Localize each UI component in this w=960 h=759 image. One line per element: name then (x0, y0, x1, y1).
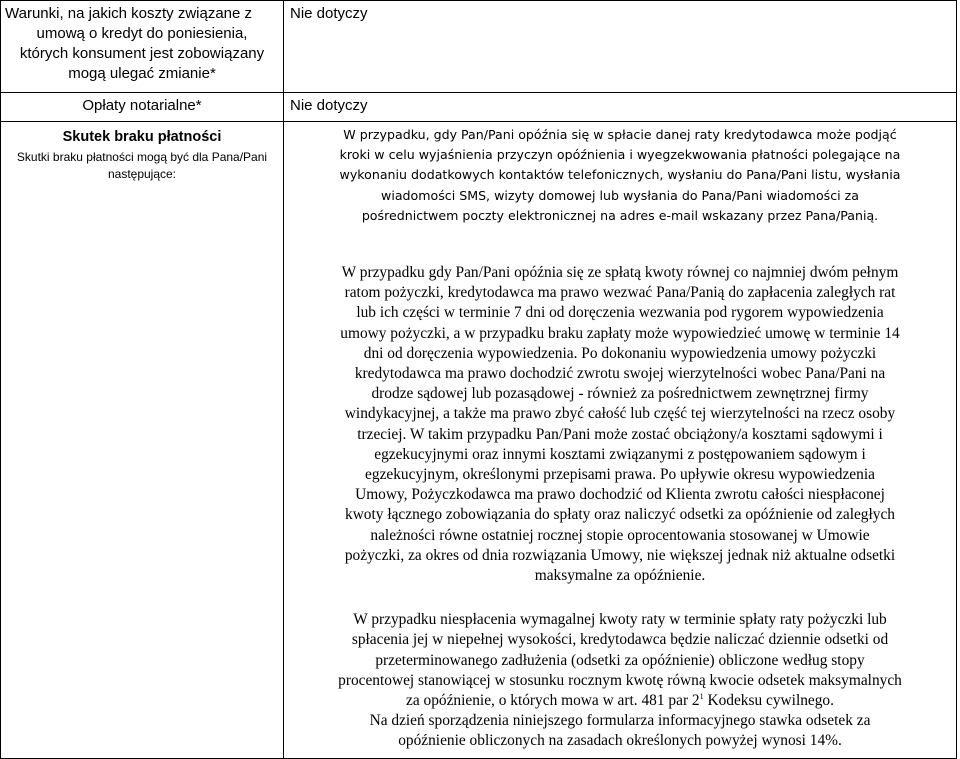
section-title: Skutek braku płatności (62, 129, 222, 145)
text-line: trzeciej. W takim przypadku Pan/Pani może zostać obciążony/a kosztami sądowymi i (357, 425, 883, 443)
text-line-with-reference (290, 691, 950, 711)
question-cell (1, 1, 284, 93)
text-line: procentowej stanowiącej w stosunku rocznym kwotę równą kwocie odsetek maksymalnych (338, 671, 902, 689)
text-line: Na dzień sporządzenia niniejszego formularza informacyjnego stawka odsetek za (369, 712, 871, 730)
late-interest-paragraph (284, 610, 956, 751)
cost-change-conditions-label (1, 1, 283, 88)
text-line: kredytodawca ma prawo dochodzić zwrotu swojej wierzytelności wobec Pana/Pani na (354, 365, 886, 383)
text-line: opóźnienie obliczonych na zasadach określonych powyżej wynosi 14%. (398, 732, 842, 750)
question-line: których konsument jest zobowiązany (19, 45, 265, 62)
table-row (1, 122, 957, 759)
text-line: umowy pożyczki, a w przypadku braku zapłaty może wypowiedzieć umowę w terminie 14 (340, 324, 900, 342)
text-line: ratom pożyczki, kredytodawca ma prawo wezwać Pana/Panią do zapłacenia zaległych rat (344, 284, 896, 302)
text-line: egzekucyjnymi oraz innymi kosztami związanymi z postępowaniem sądowym i (374, 445, 866, 463)
text-line: Umowy, Pożyczkodawca ma prawo dochodzić od Klienta zwrotu całości niespłaconej (355, 486, 885, 504)
question-line: mogą ulegać zmianie* (68, 65, 216, 82)
text-line: maksymalne za opóźnienie. (534, 567, 706, 585)
text-line: wykonaniu dodatkowych kontaktów telefonicznych, wysłaniu do Pana/Pani listu, wysłania (339, 167, 901, 183)
text-line: wiadomości SMS, wizyty domowej lub wysłania do Pana/Pani wiadomości za (381, 187, 859, 203)
text-line: lub ich części w terminie 7 dni od doręczenia wezwania pod rygorem wypowiedzenia (356, 304, 884, 322)
question-line: Warunki, na jakich koszty związane z (5, 5, 253, 22)
answer-cell (284, 122, 957, 759)
answer-value: Nie dotyczy (290, 97, 368, 114)
text-line: pożyczki, za okres od dnia rozwiązania Umowy, nie większej jednak niż aktualne odsetki (344, 546, 896, 564)
text-line: W przypadku gdy Pan/Pani opóźnia się ze spłatą kwoty równej co najmniej dwóm pełnym (341, 264, 899, 282)
late-payment-steps-paragraph (284, 122, 956, 226)
text-line: kwoty łącznego zobowiązania do spłaty oraz naliczyć odsetki za opóźnienie od zaległych (345, 506, 895, 524)
notary-fees-label: Opłaty notarialne* (82, 97, 202, 114)
text-line: należności równe ostatniej rocznej stopie oprocentowania stosowanej w Umowie (370, 526, 870, 544)
text-line: windykacyjnej, a także ma prawo zbyć całość lub część tej wierzytelności na rzecz osoby (344, 405, 896, 423)
text-line: przeterminowanego zadłużenia (odsetki za opóźnienie) obliczone według stopy (375, 651, 865, 669)
reference-superscript: 1 (699, 691, 704, 701)
question-line: umową o kredyt do poniesienia, (36, 25, 248, 42)
reference-text: za opóźnienie, o których mowa w art. 481 par 2 (406, 692, 700, 710)
subtitle-line: Skutki braku płatności mogą być dla Pana/Pani (16, 150, 268, 164)
text-line: spłacenia jej w niepełnej wysokości, kredytodawca będzie naliczać dziennie odsetki od (351, 631, 889, 649)
text-line: drodze sądowej lub pozasądowej - również za pośrednictwem zewnętrznej firmy (371, 385, 869, 403)
text-line: dni od doręczenia wypowiedzenia. Po dokonaniu wypowiedzenia umowy pożyczki (363, 344, 877, 362)
answer-cell (284, 1, 957, 93)
text-line: pośrednictwem poczty elektronicznej na adres e-mail wskazany przez Pana/Panią. (361, 207, 879, 223)
text-line: W przypadku niespłacenia wymagalnej kwoty raty w terminie spłaty raty pożyczki lub (353, 611, 887, 629)
text-line: W przypadku, gdy Pan/Pani opóźnia się w spłacie danej raty kredytodawca może podjąć (343, 127, 897, 142)
question-cell (1, 93, 284, 122)
reference-text: Kodeksu cywilnego. (703, 692, 834, 710)
answer-value: Nie dotyczy (290, 5, 368, 22)
answer-cell (284, 93, 957, 122)
text-line: egzekucyjnym, określonymi przepisami prawa. Po upływie okresu wypowiedzenia (365, 466, 875, 484)
question-cell (1, 122, 284, 759)
subtitle-line: następujące: (107, 167, 177, 181)
section-subtitle (1, 147, 283, 183)
table-row (1, 93, 957, 122)
termination-paragraph (284, 263, 956, 586)
text-line: kroki w celu wyjaśnienia przyczyn opóźnienia i wyegzekwowania płatności polegające na (339, 147, 901, 163)
table-row (1, 1, 957, 93)
